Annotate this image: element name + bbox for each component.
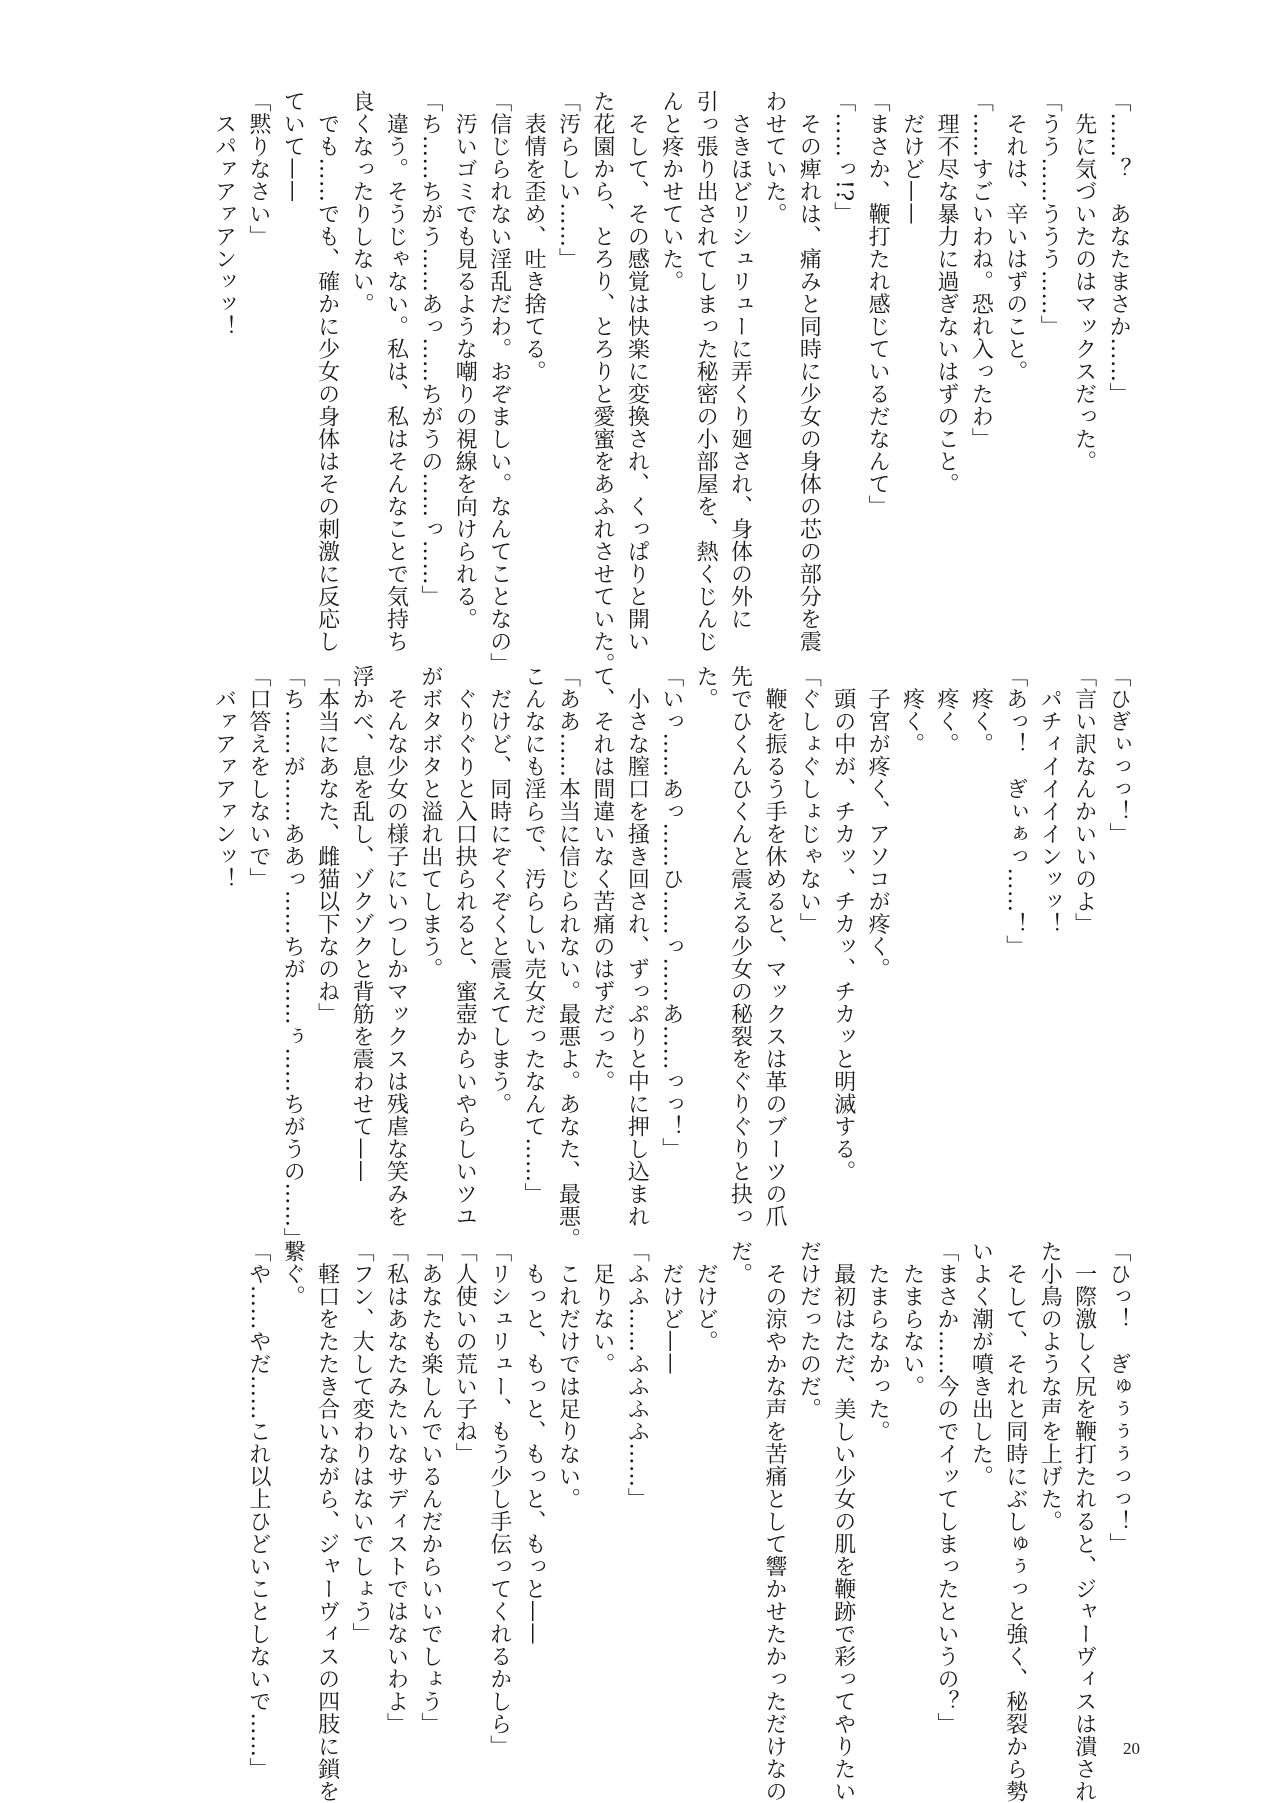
text-line: だけど——: [899, 90, 925, 225]
text-line: がボタボタと溢れ出てしまう。: [417, 665, 443, 980]
text-line: 子宮が疼く、アソコが疼く。: [865, 665, 891, 980]
text-line: 繋ぐ。: [280, 1240, 306, 1308]
text-line: これだけでは足りない。: [555, 1240, 581, 1510]
text-line: 良くなったりしない。: [349, 90, 375, 315]
text-line: こんなにも淫らで、汚らしい売女だったなんて……」: [521, 665, 547, 1205]
text-line: 「フン、大して変わりはないでしょう」: [349, 1240, 375, 1645]
text-line: 引っ張り出されてしまった秘密の小部屋を、熱くじんじ: [693, 90, 719, 653]
text-line: 「ひっ！ ぎゅぅぅぅっっ！」: [1106, 1240, 1131, 1555]
text-line: もっと、もっと、もっと、もっと——: [521, 1240, 547, 1645]
text-line: たまらない。: [899, 1240, 925, 1398]
text-line: た小鳥のような声を上げた。: [1037, 1240, 1063, 1533]
text-line: 「まさか……今のでイッてしまったというの？」: [933, 1240, 959, 1735]
text-line: バァアァアァンッ！: [211, 665, 237, 890]
text-line: 理不尽な暴力に過ぎないはずのこと。: [933, 90, 959, 495]
text-block-upper: [211, 90, 1135, 675]
text-line: だけど——: [658, 1240, 684, 1375]
text-line: 「あなたも楽しんでいるんだからいいでしょう」: [417, 1240, 443, 1735]
text-line: 「信じられない淫乱だわ。おぞましい。なんてことなの」: [486, 90, 512, 675]
text-line: 「汚らしい……」: [555, 90, 581, 270]
text-line: そして、その感覚は快楽に変換され、くっぱりと開い: [624, 90, 650, 653]
text-line: 「本当にあなた、雌猫以下なのね」: [314, 665, 340, 1025]
text-line: 疼く。: [968, 665, 994, 755]
text-line: 足りない。: [589, 1240, 615, 1375]
text-line: 「……っ!?」: [830, 90, 856, 225]
text-line: 「や……やだ……これ以上ひどいことしないで……」: [245, 1240, 271, 1780]
text-line: 「人使いの荒い子ね」: [452, 1240, 478, 1465]
text-line: 最初はただ、美しい少女の肌を鞭跡で彩ってやりたい: [830, 1240, 856, 1803]
text-line: 軽口をたたき合いながら、ジャーヴィスの四肢に鎖を: [314, 1240, 340, 1803]
text-line: それは、辛いはずのこと。: [1002, 90, 1028, 383]
text-line: 「いっ……あっ……ひ……っ……あ……っっ！」: [658, 665, 684, 1160]
text-block-lower: [223, 1240, 1135, 1803]
text-line: そして、それと同時にぶしゅぅっと強く、秘裂から勢: [1002, 1240, 1028, 1803]
text-line: 「口答えをしないで」: [245, 665, 271, 890]
text-line: いよく潮が噴き出した。: [968, 1240, 994, 1488]
text-line: 「うう……ううう……」: [1037, 90, 1063, 338]
text-line: わせていた。: [761, 90, 787, 225]
text-line: だ。: [727, 1240, 753, 1285]
text-line: 「ふふ……ふふふふ……」: [624, 1240, 650, 1510]
text-line: 一際激しく尻を鞭打たれると、ジャーヴィスは潰され: [1071, 1240, 1097, 1803]
text-line: 「私はあなたみたいなサディストではないわよ」: [383, 1240, 409, 1735]
text-line: 小さな膣口を掻き回され、ずっぷりと中に押し込まれ: [624, 665, 650, 1228]
text-line: た花園から、とろり、とろりと愛蜜をあふれさせていた。: [589, 90, 615, 675]
text-line: 「ひぎぃっっ！」: [1106, 665, 1131, 845]
text-line: たまらなかった。: [865, 1240, 891, 1443]
text-line: 違う。そうじゃない。私は、私はそんなことで気持ち: [383, 90, 409, 653]
text-line: さきほどリシュリューに弄くり廻され、身体の外に: [727, 90, 753, 630]
text-line: 「……？ あなたまさか……」: [1106, 90, 1131, 405]
text-line: 汚いゴミでも見るような嘲りの視線を向けられる。: [452, 90, 478, 630]
text-line: スパァアァアンッッ！: [211, 90, 237, 338]
text-line: 表情を歪め、吐き捨てる。: [521, 90, 547, 383]
page-number: 20: [1123, 1739, 1140, 1758]
text-line: 「ち……ちがう……あっ……ちがうの……っ……」: [417, 90, 443, 608]
text-line: た。: [693, 665, 719, 710]
text-line: でも……でも、確かに少女の身体はその刺激に反応し: [314, 90, 340, 653]
text-line: 「あっ！ ぎぃぁっ……！」: [1002, 665, 1028, 958]
text-line: て、それは間違いなく苦痛のはずだった。: [589, 665, 615, 1093]
text-line: 鞭を振るう手を休めると、マックスは革のブーツの爪: [761, 665, 787, 1228]
text-line: ていて——: [280, 90, 306, 203]
text-line: 「言い訳なんかいいのよ」: [1071, 665, 1097, 935]
text-line: だけだったのだ。: [796, 1240, 822, 1420]
text-block-middle: [211, 665, 1135, 1250]
text-line: 疼く。: [933, 665, 959, 755]
text-line: 「まさか、鞭打たれ感じているだなんて」: [865, 90, 891, 518]
text-line: 「ぐしょぐしょじゃない」: [796, 665, 822, 935]
text-line: んと疼かせていた。: [658, 90, 684, 293]
text-line: その痺れは、痛みと同時に少女の身体の芯の部分を震: [796, 90, 822, 653]
text-line: だけど。: [693, 1240, 719, 1353]
text-line: 「ち……が……ああっ……ちが……ぅ……ちがうの……」: [280, 665, 306, 1250]
text-line: 「……すごいわね。恐れ入ったわ」: [968, 90, 994, 450]
text-line: 浮かべ、息を乱し、ゾクゾクと背筋を震わせて——: [349, 665, 375, 1183]
text-line: パチィイイイインッッ！: [1037, 665, 1063, 935]
text-line: 先に気づいたのはマックスだった。: [1071, 90, 1097, 473]
text-line: だけど、同時にぞくぞくと震えてしまう。: [486, 665, 512, 1115]
text-line: その涼やかな声を苦痛として響かせたかっただけなの: [761, 1240, 787, 1803]
text-line: そんな少女の様子にいつしかマックスは残虐な笑みを: [383, 665, 409, 1228]
text-line: 頭の中が、チカッ、チカッ、チカッと明滅する。: [830, 665, 856, 1183]
text-line: 「黙りなさい」: [245, 90, 271, 248]
text-line: ぐりぐりと入口抉られると、蜜壺からいやらしいツユ: [452, 665, 478, 1228]
text-line: 「ああ……本当に信じられない。最悪よ。あなた、最悪。: [555, 665, 581, 1250]
text-line: 「リシュリュー、もう少し手伝ってくれるかしら」: [486, 1240, 512, 1758]
text-line: 先でひくんひくんと震える少女の秘裂をぐりぐりと抉っ: [727, 665, 753, 1228]
text-line: 疼く。: [899, 665, 925, 755]
